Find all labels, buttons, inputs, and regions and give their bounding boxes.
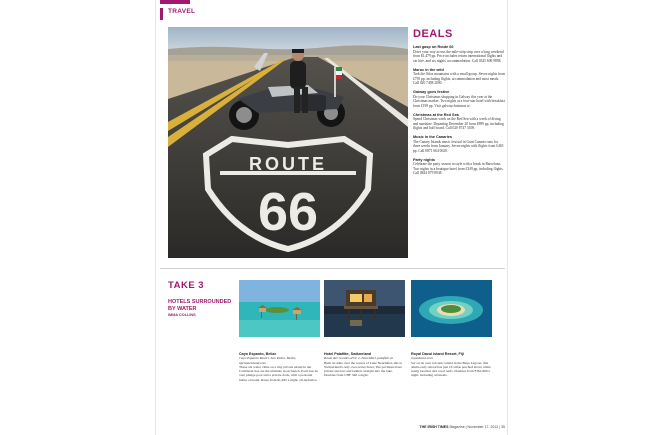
section-tab-bar [160,8,163,20]
hotel-heading: Hotel Palafitte, Switzerland [324,352,372,356]
section-tab-marker [160,0,190,4]
deal-item [413,135,505,153]
hotel-caption-palafitte [324,352,405,378]
take3-subtitle: HOTELS SURROUNDED BY WATER [168,299,232,312]
footer-date-page: Magazine | November 17, 2012 | 35 [449,425,505,429]
deal-body: Spend Christmas week on the Red Sea with a week of diving and sunshine. Departing December 20 from £899 pp, including flights and half board. Call 020 8747 3108. [413,117,504,130]
section-divider [160,268,505,269]
fiji-illustration [411,280,492,337]
deal-item [413,158,505,176]
hero-illustration [168,27,408,258]
belize-hotel-photo [239,280,320,337]
section-label: TRAVEL [168,8,196,15]
deal-item [413,113,505,131]
deal-heading: Music in the Canaries [413,135,453,139]
section-tab [160,8,215,20]
deal-heading: Galway goes festive [413,90,450,94]
route-66-hero-photo [168,27,408,258]
palafitte-illustration [324,280,405,337]
deal-heading: Christmas at the Red Sea [413,112,459,117]
fiji-resort-photo [411,280,492,337]
deal-item [413,45,505,63]
deal-item [413,90,505,108]
palafitte-hotel-photo [324,280,405,337]
deal-item [413,68,505,86]
page-footer [380,425,505,429]
deal-body: The Canary Islands music festival in Gran Canaria runs for three weeks from January. Seven nights with flights from £465 pp. Call 0871 664 0020. [413,139,504,153]
hotel-heading: Cayo Espanto, Belize [239,352,277,356]
hotel-body: Set on its own volcanic island in the Beqa Lagoon, this adults-only retreat has just 16 villas perched above white sandy beaches and coral reefs. Doubles from FJ$1,900 a night, including all meals. [411,360,491,378]
hotel-address: Route des Gouttes-d'Or 2, Neuchâtel, palafitte.ch [324,356,394,361]
deal-heading: Party nights [413,157,435,162]
hotel-address: Cayo Espanto Resort, San Pedro, Belize, aprivateisland.com [239,356,297,365]
hotel-address: royaldavui.com [411,356,433,361]
hotel-caption-fiji [411,352,492,378]
take3-byline: IMMA COLLINS [168,313,196,317]
deal-heading: Maroc in the wild [413,67,444,72]
deal-body: Celebrate the party season in style with a break in Barcelona. Two nights in a boutique hotel from £349 pp, including flights. Call 0844 879 8038. [413,162,504,175]
deal-body: Drive your way across the mile-strip strip over a long weekend from $1,479 pp. Price includes return international flights and car hire, and six nights' accommodation. Call 0345 606 9898. [413,49,504,63]
take3-title: TAKE 3 [168,280,205,291]
deal-body: Do your Christmas shopping in Galway this year at the Christmas market. Two nights at a four-star hotel with breakfast from £199 pp. Visit galwaychristmas.ie. [413,94,505,108]
belize-illustration [239,280,320,337]
hotel-heading: Royal Davui Island Resort, Fiji [411,352,464,356]
deal-heading: Last gasp on Route 66 [413,45,454,49]
hotel-body: These six water villas on a tiny private island in the Caribbean Sea are the ultimate in seclusion. Each has its own plunge pool and a private dock, with a personal butler on hand. Rates from $1,495 a night, all-inclusive. [239,364,318,382]
sign-top-text: ROUTE [249,154,327,174]
deal-body: Trek the Atlas mountains with a small group. Seven nights from £795 pp, including flights, accommodation and most meals. Call 020 7498 2000. [413,72,505,85]
take3-block [168,280,234,317]
hotel-body: Built on stilts over the waters of Lake Neuchâtel, this is Switzerland's only over-water hotel. The pavilions have private terraces and ladders straight into the lake. Doubles from CHF 540 a night. [324,360,402,378]
hotel-caption-belize [239,352,320,382]
deals-title: DEALS [413,28,453,40]
footer-publication: THE IRISH TIMES [419,425,449,429]
deals-list [413,45,505,180]
sign-number-text: 66 [257,182,319,242]
